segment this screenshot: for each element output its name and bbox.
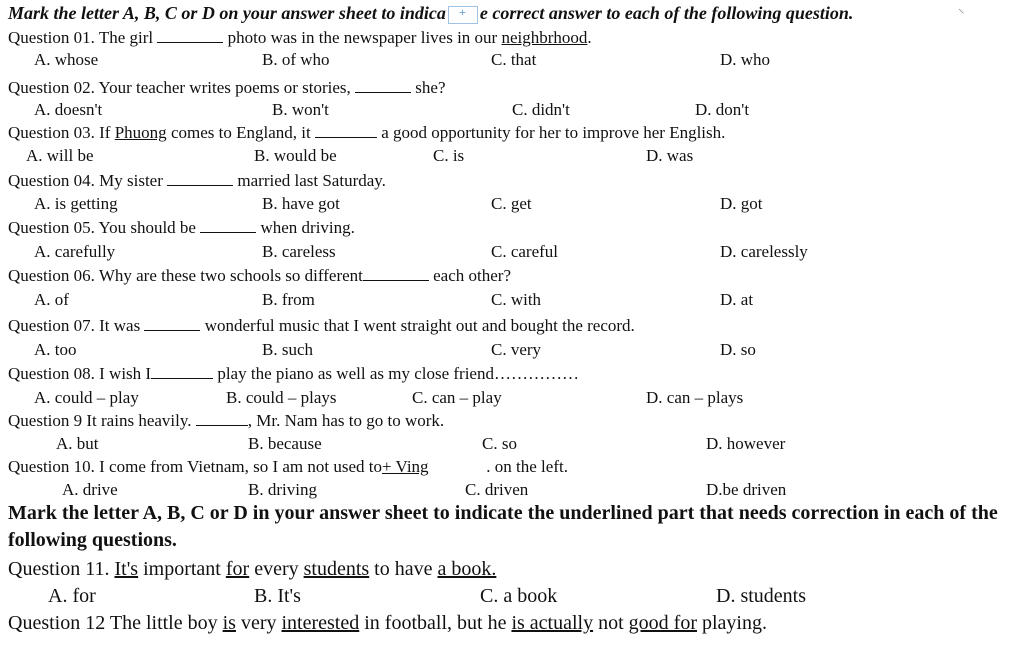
option-d: D. however xyxy=(706,434,786,453)
option-a: A. will be xyxy=(26,146,94,165)
question-10-stem: Question 10. I come from Vietnam, so I am not used to xyxy=(8,457,383,476)
answer-blank xyxy=(363,279,429,281)
underlined-part-c: is actually xyxy=(511,612,594,634)
question-11-text: to have xyxy=(374,558,433,580)
option-c: C. can – play xyxy=(412,388,502,407)
option-b: B. from xyxy=(262,290,315,309)
question-1-stem: Question 01. The girl xyxy=(8,28,154,47)
question-8-stem: Question 08. I wish I xyxy=(8,364,152,383)
option-d: D. carelessly xyxy=(720,242,808,261)
option-a: A. too xyxy=(34,340,77,359)
option-d: D. got xyxy=(720,194,763,213)
question-10 xyxy=(8,457,568,477)
option-b: B. driving xyxy=(248,480,317,499)
option-c: C. that xyxy=(491,50,537,69)
answer-blank xyxy=(315,136,377,138)
question-6 xyxy=(8,266,511,286)
question-12 xyxy=(8,612,767,635)
question-2-stem-end: she? xyxy=(415,78,446,97)
question-12-text: very xyxy=(240,612,277,634)
underlined-part-a: for xyxy=(225,558,250,580)
option-a: A. drive xyxy=(62,480,118,499)
option-a: A. is getting xyxy=(34,194,118,213)
option-d: D. don't xyxy=(695,100,750,119)
question-4 xyxy=(8,171,386,191)
question-6-stem: Question 06. Why are these two schools so different xyxy=(8,266,363,285)
option-b: B. would be xyxy=(254,146,337,165)
question-7-stem-end: wonderful music that I went straight out and bought the record. xyxy=(204,316,635,335)
underlined-part-c: a book. xyxy=(437,558,497,580)
question-7-stem: Question 07. It was xyxy=(8,316,141,335)
question-3-stem: Question 03. If xyxy=(8,123,111,142)
question-5-stem: Question 05. You should be xyxy=(8,218,196,237)
question-8-stem-end: play the piano as well as my close friend…………… xyxy=(217,364,579,383)
question-1-underlined-word: neighbrhood xyxy=(501,28,588,47)
option-d: D.be driven xyxy=(706,480,787,499)
underlined-part-a: is xyxy=(222,612,236,634)
option-c: C. so xyxy=(482,434,517,453)
option-b: B. of who xyxy=(262,50,330,69)
underlined-part-b: It's xyxy=(114,558,139,580)
answer-blank xyxy=(157,41,223,43)
option-d: D. so xyxy=(720,340,756,359)
option-c: C. is xyxy=(433,146,465,165)
option-b: B. It's xyxy=(254,585,301,607)
answer-blank xyxy=(196,424,248,426)
underlined-part-b: interested xyxy=(281,612,360,634)
question-11-text: every xyxy=(254,558,299,580)
resize-corner-icon: ⸌ xyxy=(958,6,965,21)
question-3-stem-end: a good opportunity for her to improve her English. xyxy=(381,123,726,142)
option-c: C. careful xyxy=(491,242,559,261)
question-12-text: in football, but he xyxy=(364,612,507,634)
question-9 xyxy=(8,411,444,431)
option-c: C. get xyxy=(491,194,532,213)
question-3-underlined-name: Phuong xyxy=(114,123,167,142)
option-d: D. students xyxy=(716,585,806,607)
question-1-period: . xyxy=(587,28,592,47)
option-b: B. careless xyxy=(262,242,336,261)
question-11-text: important xyxy=(143,558,221,580)
option-b: B. because xyxy=(248,434,322,453)
option-a: A. carefully xyxy=(34,242,116,261)
question-8 xyxy=(8,364,579,384)
question-11-label: Question 11. xyxy=(8,558,110,580)
question-4-stem: Question 04. My sister xyxy=(8,171,163,190)
option-d: D. at xyxy=(720,290,754,309)
question-11 xyxy=(8,558,496,581)
section2-instruction: Mark the letter A, B, C or D in your answer sheet to indicate the underlined part that needs correction in each of the following questions. xyxy=(8,502,998,551)
option-b: B. such xyxy=(262,340,313,359)
question-7 xyxy=(8,316,635,336)
question-2-stem: Question 02. Your teacher writes poems or stories, xyxy=(8,78,351,97)
instruction-text-part1: Mark the letter A, B, C or D on your answer sheet to indica xyxy=(8,3,446,23)
question-12-text: playing. xyxy=(701,612,767,634)
question-2 xyxy=(8,78,446,98)
question-6-stem-end: each other? xyxy=(433,266,512,285)
option-d: D. was xyxy=(646,146,694,165)
option-c: C. a book xyxy=(480,585,558,607)
text-cursor-box[interactable] xyxy=(448,6,478,24)
question-1 xyxy=(8,28,592,48)
instruction-text-part2: e correct answer to each of the following question. xyxy=(479,3,854,23)
answer-blank-with-note xyxy=(382,457,482,477)
section1-instruction xyxy=(8,3,853,24)
question-10-stem-end: . on the left. xyxy=(486,457,568,476)
question-5 xyxy=(8,218,355,238)
option-a: A. whose xyxy=(34,50,99,69)
option-c: C. with xyxy=(491,290,542,309)
option-c: C. driven xyxy=(465,480,529,499)
option-d: D. who xyxy=(720,50,771,69)
option-a: A. for xyxy=(48,585,96,607)
question-4-stem-end: married last Saturday. xyxy=(237,171,386,190)
answer-blank xyxy=(200,231,256,233)
question-3-stem-mid: comes to England, it xyxy=(170,123,311,142)
underlined-part-d: good for xyxy=(628,612,697,634)
option-a: A. but xyxy=(56,434,99,453)
option-a: A. of xyxy=(34,290,69,309)
answer-blank xyxy=(355,91,411,93)
option-b: B. could – plays xyxy=(226,388,337,407)
option-d: D. can – plays xyxy=(646,388,744,407)
question-9-stem: Question 9 It rains heavily. xyxy=(8,411,192,430)
question-3 xyxy=(8,123,725,143)
question-12-label: Question 12 The little boy xyxy=(8,612,218,634)
question-12-text: not xyxy=(598,612,624,634)
question-5-stem-end: when driving. xyxy=(260,218,355,237)
answer-blank xyxy=(167,184,233,186)
question-1-stem-end: photo was in the newspaper lives in our xyxy=(227,28,498,47)
answer-blank xyxy=(144,329,200,331)
option-c: C. didn't xyxy=(512,100,570,119)
option-c: C. very xyxy=(491,340,542,359)
option-a: A. doesn't xyxy=(34,100,103,119)
underlined-part-d: students xyxy=(303,558,370,580)
option-a: A. could – play xyxy=(34,388,139,407)
question-9-stem-end: , Mr. Nam has to go to work. xyxy=(247,411,445,430)
handwritten-note: + Ving xyxy=(382,457,429,476)
answer-blank xyxy=(151,377,213,379)
option-b: B. have got xyxy=(262,194,340,213)
option-b: B. won't xyxy=(272,100,329,119)
